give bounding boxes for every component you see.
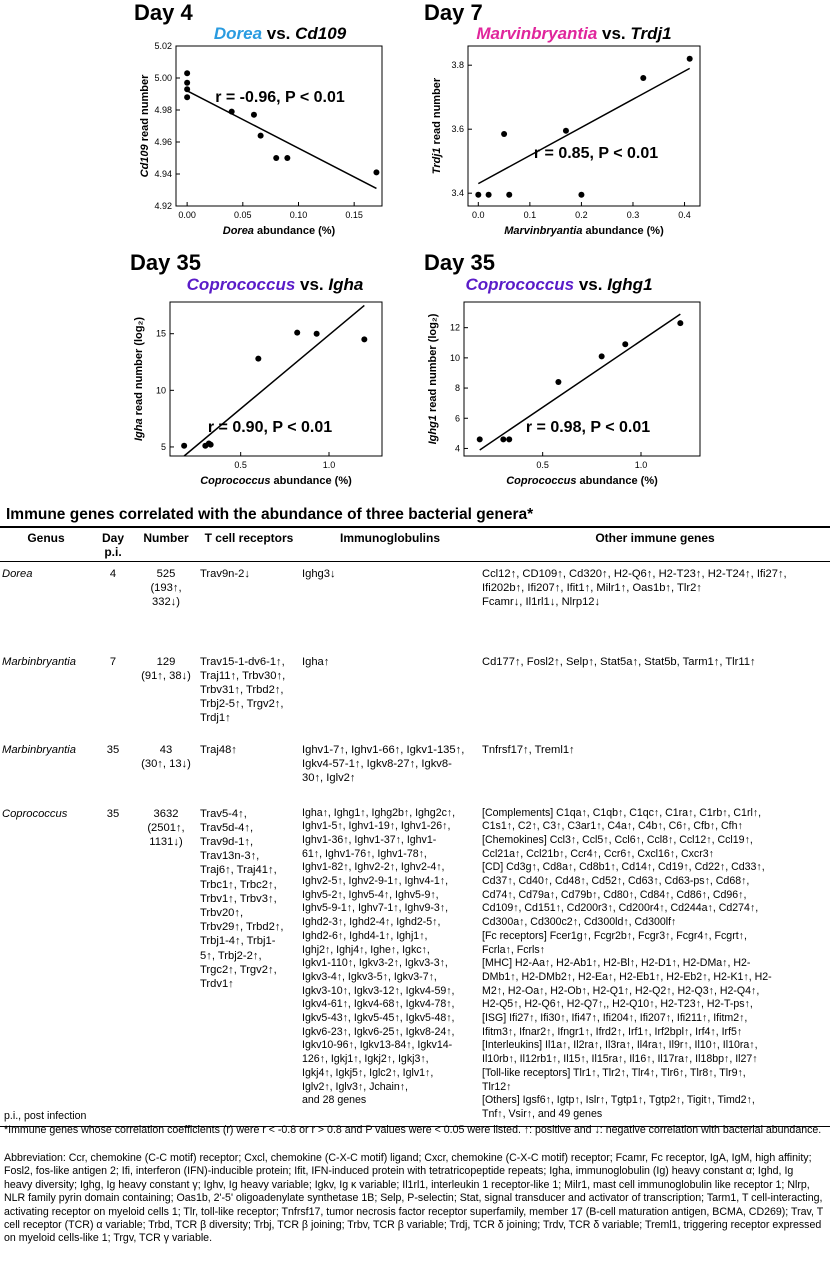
correlation-stat: r = 0.90, P < 0.01 xyxy=(207,419,333,436)
immune-genes-table xyxy=(0,526,830,1127)
data-point xyxy=(501,131,507,137)
footnote-abbreviation: Abbreviation: Ccr, chemokine (C-C motif) receptor; Cxcl, chemokine (C-X-C motif) ligand; Cxcr, chemokine (C-X-C motif) receptor; Fcamr, Fc receptor, IgA, IgM, high affinity; Fosl2, fos-like antigen 2; Ifi, interferon (IFN)-inducible protein; Ifit, IFN-induced protein with tetratricopeptide repeats; Igha, immunoglobulin (Ig) heavy constant α; Ighd, Ig heavy diversity; Ighg, Ig heavy constant γ; Ighv, Ig heavy variable; Igkv, Ig κ variable; Il1rl1, interleukin 1 receptor-like 1; Milr1, mast cell immunoglobulin like receptor 1; Nlrp, NLR family pyrin domain containing; Oas1b, 2'-5' oligoadenylate synthetase 1B; Selp, P-selectin; Stat, signal transducer and activator of transcription; Tarm1, T cell-interacting, activating receptor on myeloid cells 1; Tlr, toll-like receptor; Tnfrsf17, tumor necrosis factor receptor superfamily, member 17 (B-cell maturation antigen, BCMA, CD269); Trav, T cell receptor (TCR) α variable; Trbd, TCR β diversity; Trbj, TCR β joining; Trbv, TCR β variable; Trdj, TCR δ joining; Trdv, TCR δ variable; Treml1, triggering receptor expressed on myeloid cells-like 1; Trgv, TCR γ variable. xyxy=(4,1152,823,1245)
table-header-row xyxy=(0,527,830,562)
y-tick-label: 8 xyxy=(454,383,460,394)
x-tick-label: 0.00 xyxy=(178,210,196,220)
x-tick-label: 0.4 xyxy=(678,210,691,220)
x-tick-label: 0.10 xyxy=(289,210,308,220)
x-axis-label: Dorea abundance (%) xyxy=(222,225,336,237)
scatter-plot-dorea-cd109 xyxy=(100,40,400,240)
header-ig: Immunoglobulins xyxy=(300,527,480,562)
panel-day-label: Day 4 xyxy=(134,0,193,25)
x-tick-label: 1.0 xyxy=(634,460,648,470)
cell-ig: Igha↑, Ighg1↑, Ighg2b↑, Ighg2c↑, Ighv1-5↑, Ighv1-19↑, Ighv1-26↑, Ighv1-36↑, Ighv1-37↑, Ighv1- 61↑, Ighv1-76↑, Ighv1-78↑, Ighv1-82↑, Ighv2-2↑, Ighv2-4↑, Ighv2-5↑, Ighv2-9-1↑, Ighv4-1↑, Ighv5-2↑, Ighv5-4↑, Ighv5-9↑, Ighv5-9-1↑, Ighv7-1↑, Ighv9-3↑, Ighd2-3↑, Ighd2-4↑, Ighd2-5↑, Ighd2-6↑, Ighd4-1↑, Ighj1↑, Ighj2↑, Ighj4↑, Ighe↑, Igkc↑, Igkv1-110↑, Igkv3-2↑, Igkv3-3↑, Igkv3-4↑, Igkv3-5↑, Igkv3-7↑, Igkv3-10↑, Igkv3-12↑, Igkv4-59↑, Igkv4-61↑, Igkv4-68↑, Igkv4-78↑, Igkv5-43↑, Igkv5-45↑, Igkv5-48↑, Igkv6-23↑, Igkv6-25↑, Igkv8-24↑, Igkv10-96↑, Igkv13-84↑, Igkv14- 126↑, Igkj1↑, Igkj2↑, Igkj3↑, Igkj4↑, Igkj5↑, Iglc2↑, Iglv1↑, Iglv2↑, Iglv3↑, Jchain↑, and 28 genes xyxy=(300,802,480,1127)
panel-title-gene: Igha xyxy=(328,275,364,294)
cell-genus: Marbinbryantia xyxy=(2,655,76,668)
panel-title-vs: vs. xyxy=(597,24,631,43)
y-tick-label: 4.94 xyxy=(154,169,172,179)
header-number: Number xyxy=(134,527,198,562)
x-tick-label: 0.0 xyxy=(472,210,485,220)
plot-frame xyxy=(176,46,382,206)
table-title: Immune genes correlated with the abundance of three bacterial genera* xyxy=(6,506,534,523)
data-point xyxy=(477,436,483,442)
cell-tcr: Trav5-4↑, Trav5d-4↑, Trav9d-1↑, Trav13n-3↑, Traj6↑, Traj41↑, Trbc1↑, Trbc2↑, Trbv1↑, Trbv3↑, Trbv20↑, Trbv29↑, Trbd2↑, Trbj1-4↑, Trbj1- 5↑, Trbj2-2↑, Trgc2↑, Trgv2↑, Trdv1↑ xyxy=(198,802,300,1127)
panel-title-gene: Cd109 xyxy=(295,24,347,43)
data-point xyxy=(687,56,693,62)
scatter-plot-marvinbryantia-trdj1 xyxy=(418,40,718,240)
data-point xyxy=(251,112,257,118)
panel-day-label: Day 7 xyxy=(424,0,483,25)
cell-ig: Ighv1-7↑, Ighv1-66↑, Igkv1-135↑, Igkv4-57-1↑, Igkv8-27↑, Igkv8- 30↑, Iglv2↑ xyxy=(302,743,465,784)
cell-day: 35 xyxy=(92,802,134,1127)
x-tick-label: 0.3 xyxy=(626,210,640,220)
x-tick-label: 0.5 xyxy=(536,460,549,470)
cell-day: 7 xyxy=(109,655,117,668)
scatter-plot-coprococcus-ighg1 xyxy=(418,292,718,500)
y-axis-label: Ighg1 read number (log₂) xyxy=(427,313,439,445)
panel-title-vs: vs. xyxy=(574,275,608,294)
data-point xyxy=(475,192,481,198)
scatter-plot-coprococcus-igha xyxy=(100,292,400,500)
correlation-stat: r = 0.98, P < 0.01 xyxy=(525,419,651,436)
x-tick-label: 0.15 xyxy=(345,210,363,220)
y-tick-label: 3.6 xyxy=(451,124,464,135)
header-day: Day p.i. xyxy=(92,527,134,562)
header-genus: Genus xyxy=(0,527,92,562)
data-point xyxy=(373,169,379,175)
panel-title-gene: Trdj1 xyxy=(630,24,672,43)
footnote-pi: p.i., post infection xyxy=(4,1110,87,1122)
data-point xyxy=(555,379,561,385)
y-tick-label: 6 xyxy=(454,413,460,424)
cell-number: 43 (30↑, 13↓) xyxy=(141,743,191,770)
cell-ig: Igha↑ xyxy=(302,655,330,668)
data-point xyxy=(184,86,190,92)
panel-title-genus: Coprococcus xyxy=(465,275,575,294)
table-row xyxy=(0,650,830,738)
data-point xyxy=(294,330,300,336)
cell-number: 525 (193↑, 332↓) xyxy=(150,568,182,609)
cell-number: 129 (91↑, 38↓) xyxy=(141,655,191,682)
data-point xyxy=(255,356,261,362)
data-point xyxy=(506,436,512,442)
data-point xyxy=(622,341,628,347)
footnote-star: *Immune genes whose correlation coefficients (r) were r < -0.8 or r > 0.8 and P values were < 0.05 were listed. ↑: positive and ↓: negative correlation with bacterial abundance. xyxy=(4,1124,822,1136)
data-point xyxy=(184,70,190,76)
panel-title-genus: Marvinbryantia xyxy=(476,24,598,43)
panel-title-vs: vs. xyxy=(262,24,296,43)
x-tick-label: 0.2 xyxy=(575,210,588,220)
cell-other: [Complements] C1qa↑, C1qb↑, C1qc↑, C1ra↑, C1rb↑, C1rl↑, C1s1↑, C2↑, C3↑, C3ar1↑, C4a↑, C4b↑, C6↑, Cfb↑, Cfh↑ [Chemokines] Ccl3↑, Ccl5↑, Ccl6↑, Ccl8↑, Ccl12↑, Ccl19↑, Ccl21a↑, Ccl21b↑, Ccr4↑, Ccr6↑, Cxcl16↑, Cxcr3↑ [CD] Cd3g↑, Cd8a↑, Cd8b1↑, Cd14↑, Cd19↑, Cd22↑, Cd33↑, Cd37↑, Cd40↑, Cd48↑, Cd52↑, Cd63↑, Cd63-ps↑, Cd68↑, Cd74↑, Cd79a↑, Cd79b↑, Cd80↑, Cd84↑, Cd86↑, Cd96↑, Cd109↑, Cd151↑, Cd200r3↑, Cd200r4↑, Cd244a↑, Cd274↑, Cd300a↑, Cd300c2↑, Cd300ld↑, Cd300lf↑ [Fc receptors] Fcer1g↑, Fcgr2b↑, Fcgr3↑, Fcgr4↑, Fcgrt↑, Fcrla↑, Fcrls↑ [MHC] H2-Aa↑, H2-Ab1↑, H2-Bl↑, H2-D1↑, H2-DMa↑, H2- DMb1↑, H2-DMb2↑, H2-Ea↑, H2-Eb1↑, H2-Eb2↑, H2-K1↑, H2- M2↑, H2-Oa↑, H2-Ob↑, H2-Q1↑, H2-Q2↑, H2-Q3↑, H2-Q4↑, H2-Q5↑, H2-Q6↑, H2-Q7↑,, H2-Q10↑, H2-T23↑, H2-T-ps↑, [ISG] Ifi27↑, Ifi30↑, Ifi47↑, Ifi204↑, Ifi207↑, Ifi211↑, Ifitm2↑, Ifitm3↑, Ifnar2↑, Ifngr1↑, Ifrd2↑, Irf1↑, Irf2bpl↑, Irf4↑, Irf5↑ [Interleukins] Il1a↑, Il2ra↑, Il3ra↑, Il4ra↑, Il9r↑, Il10↑, Il10ra↑, Il10rb↑, Il12rb1↑, Il15↑, Il15ra↑, Il16↑, Il17ra↑, Il18bp↑, Il27↑ [Toll-like receptors] Tlr1↑, Tlr2↑, Tlr4↑, Tlr6↑, Tlr8↑, Tlr9↑, Tlr12↑ [Others] Igsf6↑, Igtp↑, Islr↑, Tgtp1↑, Tgtp2↑, Tigit↑, Timd2↑, Tnf↑, Vsir↑, and 49 genes xyxy=(480,802,830,1127)
panel-day-label: Day 35 xyxy=(130,250,201,275)
cell-genus: Dorea xyxy=(2,568,33,580)
y-tick-label: 15 xyxy=(155,328,166,339)
cell-tcr: Traj48↑ xyxy=(200,743,237,756)
regression-line xyxy=(478,68,689,183)
cell-tcr: Trav9n-2↓ xyxy=(200,568,250,580)
data-point xyxy=(284,155,290,161)
y-tick-label: 4.96 xyxy=(154,137,172,147)
data-point xyxy=(258,133,264,139)
x-axis-label: Coprococcus abundance (%) xyxy=(200,475,352,487)
cell-day: 4 xyxy=(109,568,117,580)
x-tick-label: 0.05 xyxy=(234,210,252,220)
data-point xyxy=(273,155,279,161)
y-axis-label: Igha read number (log₂) xyxy=(133,316,145,442)
header-tcr: T cell receptors xyxy=(198,527,300,562)
y-tick-label: 12 xyxy=(449,322,460,333)
correlation-stat: r = -0.96, P < 0.01 xyxy=(215,89,345,106)
cell-other: Tnfrsf17↑, Treml1↑ xyxy=(482,743,575,756)
y-tick-label: 4 xyxy=(454,443,460,454)
cell-other: Ccl12↑, CD109↑, Cd320↑, H2-Q6↑, H2-T23↑, H2-T24↑, Ifi27↑, Ifi202b↑, Ifi207↑, Ifit1↑, Milr1↑, Oas1b↑, Tlr2↑ Fcamr↓, Il1rl1↓, Nlrp12↓ xyxy=(482,568,787,609)
panel-day-label: Day 35 xyxy=(424,250,495,275)
cell-other: Cd177↑, Fosl2↑, Selp↑, Stat5a↑, Stat5b, Tarm1↑, Tlr11↑ xyxy=(482,655,756,668)
cell-genus: Coprococcus xyxy=(0,802,92,1127)
y-tick-label: 5.00 xyxy=(154,73,172,83)
panel-title-genus: Coprococcus xyxy=(186,275,296,294)
table-row xyxy=(0,562,830,650)
correlation-stat: r = 0.85, P < 0.01 xyxy=(533,145,659,162)
x-tick-label: 0.5 xyxy=(234,460,247,470)
data-point xyxy=(506,192,512,198)
panel-title-vs: vs. xyxy=(295,275,329,294)
y-tick-label: 4.98 xyxy=(154,105,172,115)
x-tick-label: 0.1 xyxy=(523,210,537,220)
y-tick-label: 5.02 xyxy=(154,41,172,51)
y-tick-label: 3.8 xyxy=(451,60,464,71)
data-point xyxy=(677,320,683,326)
cell-genus: Marbinbryantia xyxy=(2,743,76,756)
data-point xyxy=(184,94,190,100)
cell-day: 35 xyxy=(106,743,120,756)
data-point xyxy=(184,80,190,86)
y-tick-label: 5 xyxy=(160,441,166,452)
y-axis-label: Trdj1 read number xyxy=(431,77,443,175)
data-point xyxy=(599,353,605,359)
data-point xyxy=(486,192,492,198)
cell-number: 3632 (2501↑, 1131↓) xyxy=(134,802,198,1127)
data-point xyxy=(500,436,506,442)
y-tick-label: 4.92 xyxy=(154,201,172,211)
cell-ig: Ighg3↓ xyxy=(302,568,336,580)
data-point xyxy=(314,331,320,337)
y-tick-label: 10 xyxy=(449,352,460,363)
data-point xyxy=(640,75,646,81)
x-axis-label: Marvinbryantia abundance (%) xyxy=(504,225,664,237)
x-tick-label: 1.0 xyxy=(322,460,336,470)
data-point xyxy=(229,109,235,115)
panel-title-genus: Dorea xyxy=(213,24,263,43)
header-other: Other immune genes xyxy=(480,527,830,562)
y-tick-label: 3.4 xyxy=(451,188,464,199)
data-point xyxy=(181,443,187,449)
table-row xyxy=(0,738,830,802)
data-point xyxy=(361,336,367,342)
cell-tcr: Trav15-1-dv6-1↑, Traj11↑, Trbv30↑, Trbv31↑, Trbd2↑, Trbj2-5↑, Trgv2↑, Trdj1↑ xyxy=(200,655,286,725)
data-point xyxy=(578,192,584,198)
y-tick-label: 10 xyxy=(155,385,166,396)
table-row xyxy=(0,802,830,1127)
panel-title-gene: Ighg1 xyxy=(607,275,653,294)
data-point xyxy=(563,128,569,134)
y-axis-label: Cd109 read number xyxy=(139,74,151,178)
x-axis-label: Coprococcus abundance (%) xyxy=(506,475,658,487)
data-point xyxy=(208,442,214,448)
